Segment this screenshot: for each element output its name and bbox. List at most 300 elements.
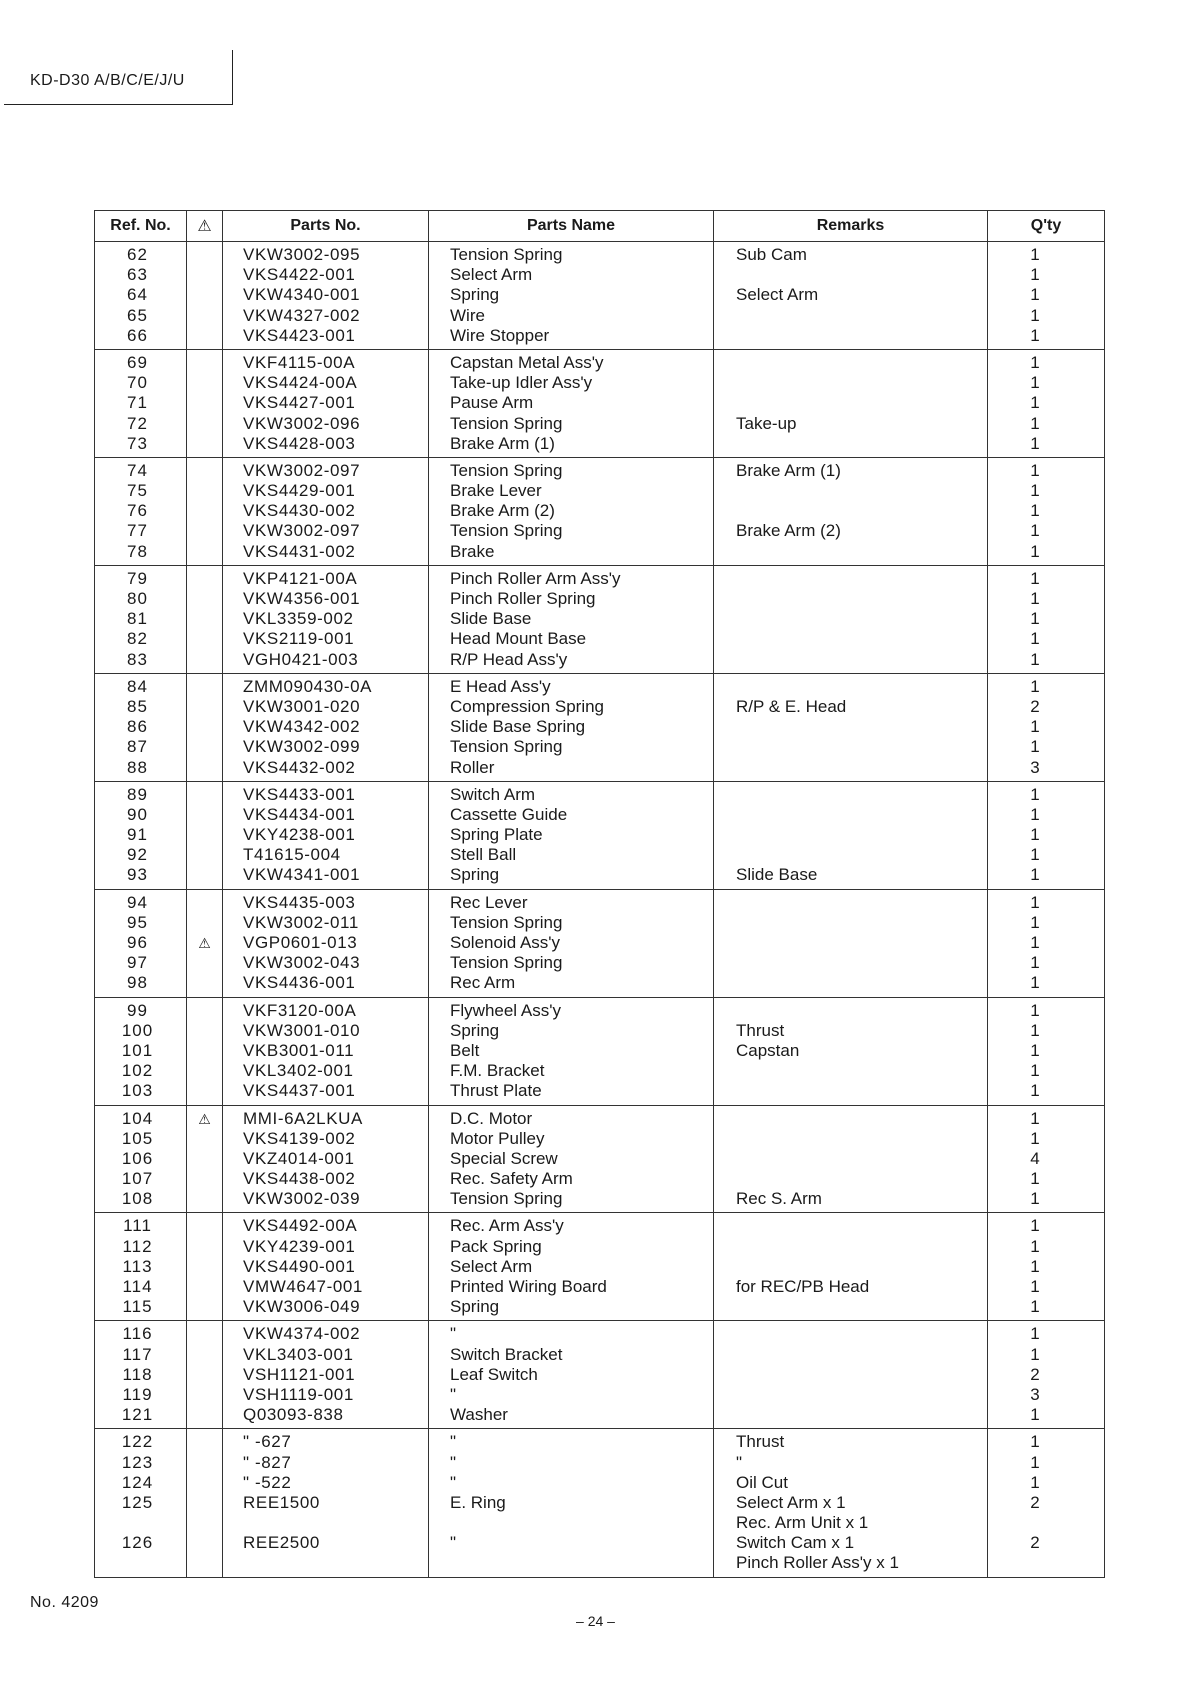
parts-name-text: Tension Spring <box>450 521 563 541</box>
parts-no-text: VKS4429-001 <box>243 481 356 501</box>
parts-no-text: VKS4423-001 <box>243 325 356 345</box>
safety-warning-icon-text <box>187 521 222 541</box>
remarks-text: Select Arm <box>736 285 819 305</box>
parts-no-text: VKW3001-020 <box>243 696 361 716</box>
remarks-text <box>714 1257 987 1277</box>
parts-no-text: VKY4238-001 <box>243 825 356 845</box>
parts-no-text: ZMM090430-0A <box>243 676 373 696</box>
qty-text: 1 <box>1030 1472 1040 1492</box>
parts-no-text: VKW3002-039 <box>243 1189 361 1209</box>
ref-no-text: 124 <box>121 1472 154 1492</box>
qty-text: 1 <box>1030 1405 1040 1425</box>
parts-no-text: VKB3001-011 <box>243 1040 355 1060</box>
remarks-text: Select Arm x 1 <box>736 1492 846 1512</box>
qty-text: 1 <box>1030 1324 1040 1344</box>
remarks-text <box>714 393 987 413</box>
safety-warning-icon-text <box>187 434 222 454</box>
table-header-row <box>95 211 1105 242</box>
ref-no-text: 101 <box>121 1040 154 1060</box>
qty-text: 4 <box>1030 1148 1040 1168</box>
cell-ref-no <box>95 997 187 1105</box>
qty-text: 1 <box>1030 1236 1040 1256</box>
parts-name-text: " <box>450 1533 457 1553</box>
parts-name-text: Flywheel Ass'y <box>450 1000 561 1020</box>
parts-no-text: REE1500 <box>243 1492 320 1512</box>
table-row-group <box>95 242 1105 350</box>
safety-warning-icon-text <box>187 953 222 973</box>
remarks-text: Slide Base <box>736 865 818 885</box>
parts-no-text: VKP4121-00A <box>243 568 358 588</box>
parts-no-text: VKS4437-001 <box>243 1081 356 1101</box>
parts-name-text: E. Ring <box>450 1492 506 1512</box>
ref-no-text: 100 <box>121 1020 154 1040</box>
cell-safety-warning-icon <box>187 1105 223 1213</box>
parts-name-text: Rec Arm <box>450 973 516 993</box>
parts-no-text: VKW3002-096 <box>243 413 361 433</box>
cell-parts-name <box>429 889 714 997</box>
safety-warning-icon-text <box>187 1061 222 1081</box>
col-parts-no-header: Parts No. <box>223 211 429 242</box>
qty-text: 1 <box>1030 649 1040 669</box>
safety-warning-icon-text <box>187 1277 222 1297</box>
parts-name-text: Tension Spring <box>450 953 563 973</box>
safety-warning-icon-text <box>187 1257 222 1277</box>
cell-parts-no <box>223 889 429 997</box>
parts-name-text: " <box>450 1432 457 1452</box>
remarks-text <box>714 1149 987 1169</box>
cell-remarks <box>714 457 988 565</box>
parts-no-text: VKS4492-00A <box>243 1216 358 1236</box>
remarks-text <box>714 933 987 953</box>
table-row-group <box>95 565 1105 673</box>
qty-text: 1 <box>1030 352 1040 372</box>
remarks-text <box>714 589 987 609</box>
parts-no-text: VKS4424-00A <box>243 373 358 393</box>
parts-no-text: VKL3403-001 <box>243 1344 354 1364</box>
qty-text: 3 <box>1030 1384 1040 1404</box>
safety-warning-icon-text <box>187 285 222 305</box>
qty-text: 1 <box>1030 973 1040 993</box>
parts-no-text: VKS2119-001 <box>243 629 355 649</box>
safety-warning-icon-text <box>187 589 222 609</box>
safety-warning-icon-text <box>187 1216 222 1236</box>
safety-warning-icon-text <box>187 1169 222 1189</box>
cell-safety-warning-icon <box>187 781 223 889</box>
safety-warning-icon-text <box>187 1324 222 1344</box>
cell-parts-no <box>223 1321 429 1429</box>
remarks-text <box>714 1109 987 1129</box>
cell-safety-warning-icon <box>187 997 223 1105</box>
safety-warning-icon-text <box>187 913 222 933</box>
table-row-group <box>95 997 1105 1105</box>
parts-name-text: Tension Spring <box>450 460 563 480</box>
parts-no-text: VKS4433-001 <box>243 784 356 804</box>
safety-warning-icon-text <box>187 393 222 413</box>
ref-no-text: 75 <box>127 481 148 501</box>
safety-warning-icon-text <box>187 1553 222 1573</box>
parts-name-text: Spring <box>450 1297 500 1317</box>
qty-text: 1 <box>1030 521 1040 541</box>
cell-parts-name <box>429 1321 714 1429</box>
parts-no-text: VKW4374-002 <box>243 1324 361 1344</box>
parts-name-text: Spring Plate <box>450 825 543 845</box>
cell-qty <box>988 781 1105 889</box>
parts-name-text: Spring <box>450 285 500 305</box>
cell-safety-warning-icon <box>187 1429 223 1577</box>
safety-warning-icon-text <box>187 697 222 717</box>
cell-qty <box>988 457 1105 565</box>
parts-no-text: VKS4436-001 <box>243 973 356 993</box>
ref-no-text: 104 <box>121 1108 154 1128</box>
ref-no-text: 122 <box>121 1432 154 1452</box>
remarks-text <box>714 758 987 778</box>
remarks-text <box>714 629 987 649</box>
parts-name-text <box>429 1553 713 1573</box>
qty-text: 2 <box>1030 1364 1040 1384</box>
ref-no-text: 94 <box>127 892 148 912</box>
qty-text: 1 <box>1030 1452 1040 1472</box>
qty-text: 1 <box>1030 1108 1040 1128</box>
remarks-text <box>714 306 987 326</box>
parts-name-text: Brake Lever <box>450 481 542 501</box>
safety-warning-icon-text <box>187 1533 222 1553</box>
remarks-text <box>714 805 987 825</box>
safety-warning-icon-text <box>187 785 222 805</box>
safety-warning-icon-text <box>187 677 222 697</box>
parts-no-text: VKY4239-001 <box>243 1236 356 1256</box>
safety-warning-icon-text <box>187 893 222 913</box>
safety-warning-icon-text <box>187 542 222 562</box>
qty-text: 1 <box>1030 481 1040 501</box>
cell-ref-no <box>95 1321 187 1429</box>
parts-name-text: Pinch Roller Spring <box>450 589 596 608</box>
ref-no-text: 78 <box>127 541 148 561</box>
qty-text: 1 <box>1030 609 1040 629</box>
safety-warning-icon-text <box>187 461 222 481</box>
safety-warning-icon-text <box>187 1189 222 1209</box>
qty-text: 1 <box>1030 325 1040 345</box>
parts-name-text: Head Mount Base <box>450 629 587 649</box>
safety-warning-icon-text <box>187 609 222 629</box>
qty-text: 1 <box>1030 373 1040 393</box>
parts-name-text: Washer <box>450 1405 508 1425</box>
parts-name-text: E Head Ass'y <box>450 676 551 696</box>
ref-no-text: 102 <box>121 1061 154 1081</box>
safety-warning-icon-text: ⚠ <box>198 935 211 951</box>
ref-no-text: 81 <box>127 609 148 629</box>
remarks-text: Thrust <box>736 1432 785 1452</box>
remarks-text <box>714 326 987 346</box>
qty-text: 1 <box>1030 717 1040 737</box>
ref-no-text: 74 <box>127 460 148 480</box>
cell-qty <box>988 997 1105 1105</box>
qty-text: 1 <box>1030 460 1040 480</box>
cell-safety-warning-icon <box>187 673 223 781</box>
qty-text: 1 <box>1030 1020 1040 1040</box>
safety-warning-icon-text <box>187 1149 222 1169</box>
parts-no-text: VKW4327-002 <box>243 305 361 325</box>
ref-no-text: 88 <box>127 757 148 777</box>
col-qty-header: Q'ty <box>988 211 1105 242</box>
parts-name-text: Pinch Roller Arm Ass'y <box>450 568 621 588</box>
cell-parts-no <box>223 1213 429 1321</box>
safety-warning-icon-text <box>187 717 222 737</box>
safety-warning-icon-text <box>187 1081 222 1101</box>
remarks-text <box>714 1385 987 1405</box>
ref-no-text: 98 <box>127 973 148 993</box>
qty-text: 1 <box>1030 1128 1040 1148</box>
qty-text: 1 <box>1030 1216 1040 1236</box>
parts-name-text: Pause Arm <box>450 393 534 413</box>
remarks-text <box>714 913 987 933</box>
ref-no-text: 72 <box>127 413 148 433</box>
remarks-text: R/P & E. Head <box>736 696 847 716</box>
parts-name-text: D.C. Motor <box>450 1108 533 1128</box>
table-row-group <box>95 1321 1105 1429</box>
parts-no-text: VKF3120-00A <box>243 1000 357 1020</box>
parts-no-text: VGH0421-003 <box>243 649 359 669</box>
remarks-text <box>714 1169 987 1189</box>
qty-text: 1 <box>1030 1297 1040 1317</box>
qty-text: 1 <box>1030 265 1040 285</box>
parts-no-text: VKW3002-097 <box>243 460 361 480</box>
cell-parts-no <box>223 997 429 1105</box>
safety-warning-icon-text <box>187 501 222 521</box>
safety-warning-icon-text <box>187 805 222 825</box>
page-number: – 24 – <box>576 1613 615 1629</box>
ref-no-text: 99 <box>127 1000 148 1020</box>
ref-no-text: 114 <box>122 1277 153 1296</box>
parts-no-text: VSH1119-001 <box>243 1384 354 1404</box>
table-row-group <box>95 457 1105 565</box>
table-row-group <box>95 1105 1105 1213</box>
ref-no-text: 64 <box>127 285 148 305</box>
ref-no-text: 105 <box>121 1128 154 1148</box>
ref-no-text: 85 <box>127 696 148 716</box>
safety-warning-icon-text <box>187 973 222 993</box>
cell-remarks <box>714 889 988 997</box>
parts-no-text: VGP0601-013 <box>243 933 358 952</box>
cell-qty <box>988 1213 1105 1321</box>
ref-no-text: 66 <box>127 325 148 345</box>
safety-warning-icon-text <box>187 265 222 285</box>
qty-text: 1 <box>1030 1081 1040 1101</box>
parts-name-text: Compression Spring <box>450 696 605 716</box>
parts-name-text: Tension Spring <box>450 413 563 433</box>
parts-name-text: Rec Lever <box>450 892 528 912</box>
cell-qty <box>988 1321 1105 1429</box>
parts-name-text: Wire Stopper <box>450 325 550 345</box>
table-row-group <box>95 781 1105 889</box>
cell-ref-no <box>95 673 187 781</box>
cell-parts-name <box>429 781 714 889</box>
ref-no-text: 96 <box>127 933 148 952</box>
parts-no-text: VKS4430-002 <box>243 501 356 521</box>
qty-text: 2 <box>1030 696 1040 716</box>
safety-warning-icon-text <box>187 245 222 265</box>
qty-text: 1 <box>1030 804 1040 824</box>
qty-text: 1 <box>1030 245 1040 264</box>
remarks-text <box>714 737 987 757</box>
parts-name-text: " <box>450 1472 457 1492</box>
remarks-text <box>714 1345 987 1365</box>
parts-no-text: VKS4434-001 <box>243 804 356 824</box>
cell-parts-no <box>223 1105 429 1213</box>
remarks-text <box>714 845 987 865</box>
remarks-text <box>714 1297 987 1317</box>
ref-no-text: 79 <box>127 568 148 588</box>
safety-warning-icon-text <box>187 1453 222 1473</box>
parts-name-text: Stell Ball <box>450 845 517 865</box>
qty-text: 2 <box>1030 1492 1040 1512</box>
ref-no-text: 113 <box>122 1256 153 1276</box>
remarks-text: " <box>736 1452 743 1472</box>
parts-no-text: VKS4428-003 <box>243 433 356 453</box>
safety-warning-icon-text <box>187 1021 222 1041</box>
safety-warning-icon-text <box>187 825 222 845</box>
parts-name-text: " <box>450 1452 457 1472</box>
qty-text: 1 <box>1030 737 1040 757</box>
parts-no-text: VSH1121-001 <box>243 1364 356 1384</box>
ref-no-text: 87 <box>127 737 148 757</box>
cell-ref-no <box>95 1429 187 1577</box>
remarks-text: for REC/PB Head <box>736 1277 870 1296</box>
ref-no-text: 119 <box>122 1384 153 1404</box>
remarks-text <box>714 569 987 589</box>
safety-warning-icon-text <box>187 629 222 649</box>
safety-warning-icon-text <box>187 865 222 885</box>
safety-warning-icon-text <box>187 373 222 393</box>
parts-no-text: MMI-6A2LKUA <box>243 1108 363 1128</box>
cell-parts-no <box>223 673 429 781</box>
parts-no-text: VKW3006-049 <box>243 1297 361 1317</box>
cell-safety-warning-icon <box>187 1321 223 1429</box>
safety-warning-icon-text <box>187 1385 222 1405</box>
qty-text: 1 <box>1030 629 1040 649</box>
cell-parts-name <box>429 1429 714 1577</box>
qty-text: 1 <box>1030 784 1040 804</box>
cell-qty <box>988 889 1105 997</box>
parts-no-text: T41615-004 <box>243 845 341 865</box>
parts-no-text: " -627 <box>243 1432 292 1452</box>
parts-no-text: VKS4139-002 <box>243 1128 356 1148</box>
parts-name-text: Tension Spring <box>450 912 563 932</box>
remarks-text <box>714 1365 987 1385</box>
safety-warning-icon-text <box>187 650 222 670</box>
ref-no-text: 63 <box>127 265 148 285</box>
remarks-text <box>714 650 987 670</box>
cell-qty <box>988 1105 1105 1213</box>
remarks-text <box>714 265 987 285</box>
parts-name-text: Solenoid Ass'y <box>450 933 561 952</box>
qty-text: 3 <box>1030 757 1040 777</box>
remarks-text <box>714 677 987 697</box>
remarks-text <box>714 1324 987 1344</box>
remarks-text <box>714 373 987 393</box>
parts-name-text: Select Arm <box>450 1256 533 1276</box>
qty-text: 1 <box>1030 501 1040 521</box>
model-title: KD-D30 A/B/C/E/J/U <box>30 72 185 89</box>
cell-parts-name <box>429 673 714 781</box>
remarks-text <box>714 785 987 805</box>
safety-warning-icon-text: ⚠ <box>198 1110 211 1127</box>
parts-no-text: REE2500 <box>243 1533 320 1553</box>
safety-warning-icon-text <box>187 1473 222 1493</box>
remarks-text <box>714 1081 987 1101</box>
ref-no-text: 86 <box>127 717 148 737</box>
remarks-text: Brake Arm (2) <box>736 521 841 541</box>
safety-warning-icon-text <box>187 1493 222 1513</box>
ref-no-text: 107 <box>121 1169 154 1189</box>
ref-no-text: 70 <box>127 373 148 393</box>
qty-text: 1 <box>1030 865 1040 885</box>
parts-table <box>94 210 1105 1578</box>
qty-text: 1 <box>1030 589 1040 608</box>
ref-no-text: 93 <box>127 865 148 885</box>
cell-parts-name <box>429 1213 714 1321</box>
parts-no-text: VKW4342-002 <box>243 717 361 737</box>
qty-text: 1 <box>1030 933 1040 952</box>
qty-text: 1 <box>1030 953 1040 973</box>
cell-remarks <box>714 349 988 457</box>
safety-warning-icon-text <box>187 1297 222 1317</box>
qty-text: 1 <box>1030 541 1040 561</box>
safety-warning-icon-text <box>187 1237 222 1257</box>
safety-warning-icon-text <box>187 1513 222 1533</box>
ref-no-text: 80 <box>127 589 148 608</box>
ref-no-text: 106 <box>121 1148 154 1168</box>
parts-no-text: VKL3402-001 <box>243 1061 354 1081</box>
parts-name-text: " <box>450 1324 457 1344</box>
ref-no-text: 92 <box>127 845 148 865</box>
cell-qty <box>988 1429 1105 1577</box>
cell-qty <box>988 565 1105 673</box>
ref-no-text: 121 <box>121 1405 154 1425</box>
parts-no-text: VKF4115-00A <box>243 352 356 372</box>
safety-warning-icon-text <box>187 1129 222 1149</box>
safety-warning-icon-text <box>187 845 222 865</box>
parts-name-text: Tension Spring <box>450 737 563 757</box>
qty-text: 1 <box>1030 1000 1040 1020</box>
cell-parts-no <box>223 457 429 565</box>
cell-ref-no <box>95 565 187 673</box>
cell-parts-no <box>223 242 429 350</box>
qty-text: 1 <box>1030 1189 1040 1209</box>
remarks-text: Rec. Arm Unit x 1 <box>736 1513 869 1533</box>
safety-warning-icon-text <box>187 1405 222 1425</box>
parts-no-text: VKS4432-002 <box>243 757 356 777</box>
remarks-text <box>714 1129 987 1149</box>
parts-no-text: VKZ4014-001 <box>243 1148 355 1168</box>
parts-no-text: VMW4647-001 <box>243 1277 363 1296</box>
parts-name-text: Tension Spring <box>450 1189 563 1209</box>
qty-text: 1 <box>1030 285 1040 305</box>
remarks-text: Switch Cam x 1 <box>736 1533 855 1553</box>
cell-parts-name <box>429 349 714 457</box>
remarks-text <box>714 1216 987 1236</box>
safety-warning-icon-text <box>187 326 222 346</box>
parts-name-text: Thrust Plate <box>450 1081 542 1101</box>
remarks-text <box>714 1061 987 1081</box>
parts-no-text: VKW3002-097 <box>243 521 361 541</box>
ref-no-text: 84 <box>127 676 148 696</box>
ref-no-text: 97 <box>127 953 148 973</box>
cell-qty <box>988 673 1105 781</box>
cell-ref-no <box>95 1105 187 1213</box>
parts-name-text: Roller <box>450 757 495 777</box>
cell-parts-name <box>429 1105 714 1213</box>
cell-parts-no <box>223 781 429 889</box>
